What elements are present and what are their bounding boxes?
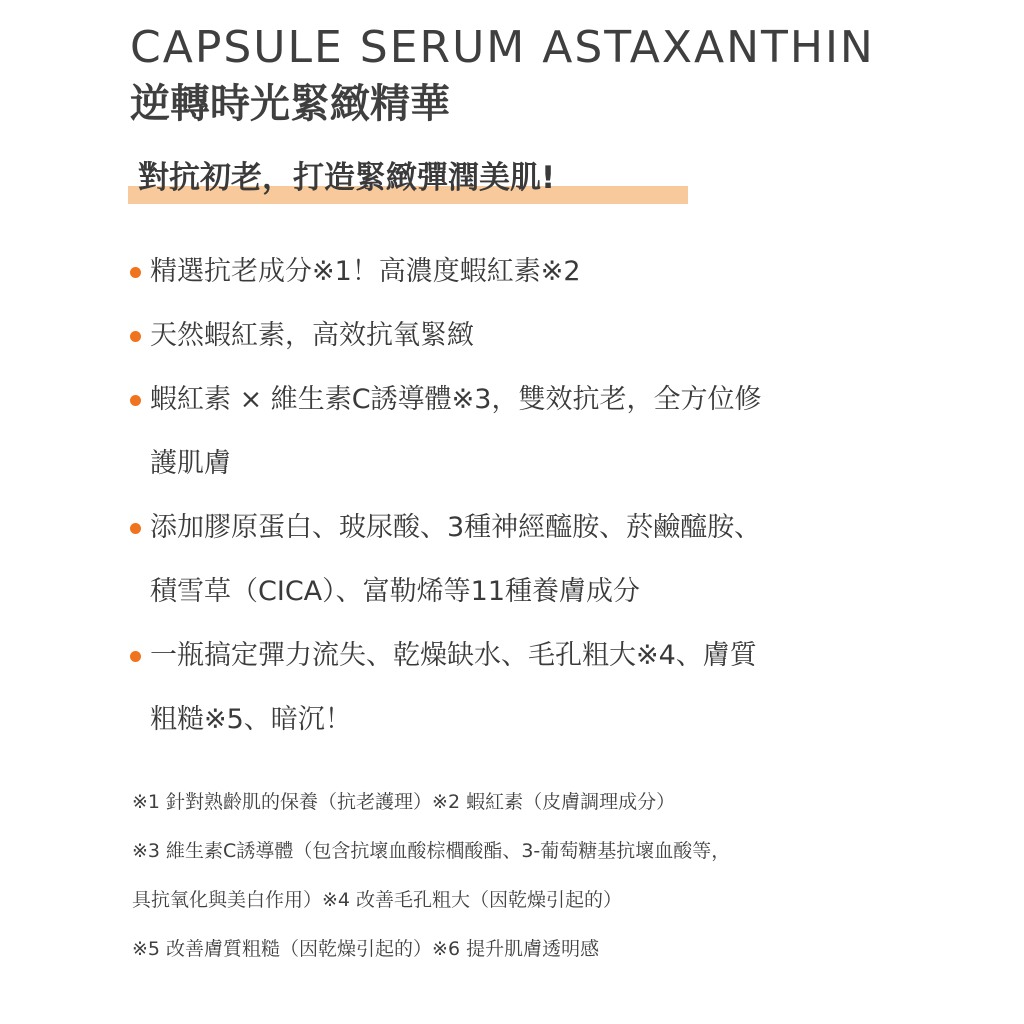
feature-line: 一瓶搞定彈力流失、乾燥缺水、毛孔粗大※4、膚質: [150, 640, 757, 671]
footnote-line: 具抗氧化與美白作用）※4 改善毛孔粗大（因乾燥引起的）: [132, 889, 623, 911]
feature-line: 粗糙※5、暗沉！: [150, 704, 352, 735]
footnote-line: ※5 改善膚質粗糙（因乾燥引起的）※6 提升肌膚透明感: [132, 938, 600, 960]
tagline: 對抗初老，打造緊緻彈潤美肌!: [138, 160, 556, 196]
feature-line: 護肌膚: [150, 448, 231, 479]
feature-line: 添加膠原蛋白、玻尿酸、3種神經醯胺、菸鹼醯胺、: [150, 512, 762, 543]
bullet-dot-icon: [130, 267, 141, 278]
footnotes: [132, 778, 912, 974]
bullet-dot-icon: [130, 395, 141, 406]
feature-line: 精選抗老成分※1！高濃度蝦紅素※2: [150, 256, 581, 287]
footnote-line: ※1 針對熟齡肌的保養（抗老護理）※2 蝦紅素（皮膚調理成分）: [132, 791, 676, 813]
feature-line: 積雪草（CICA）、富勒烯等11種養膚成分: [150, 576, 640, 607]
feature-item: [128, 304, 908, 368]
feature-item: [128, 368, 908, 496]
footnote-line: ※3 維生素C誘導體（包含抗壞血酸棕櫚酸酯、3-葡萄糖基抗壞血酸等，: [132, 840, 731, 862]
feature-line: 天然蝦紅素，高效抗氧緊緻: [150, 320, 474, 351]
bullet-dot-icon: [130, 331, 141, 342]
feature-item: [128, 624, 908, 752]
bullet-dot-icon: [130, 651, 141, 662]
feature-item: [128, 240, 908, 304]
feature-item: [128, 496, 908, 624]
product-title-english: CAPSULE SERUM ASTAXANTHIN: [130, 22, 875, 73]
feature-line: 蝦紅素 × 維生素C誘導體※3，雙效抗老，全方位修: [150, 384, 762, 415]
bullet-dot-icon: [130, 523, 141, 534]
product-title-chinese: 逆轉時光緊緻精華: [130, 81, 450, 127]
tagline-block: [128, 150, 688, 210]
feature-list: [128, 240, 908, 752]
